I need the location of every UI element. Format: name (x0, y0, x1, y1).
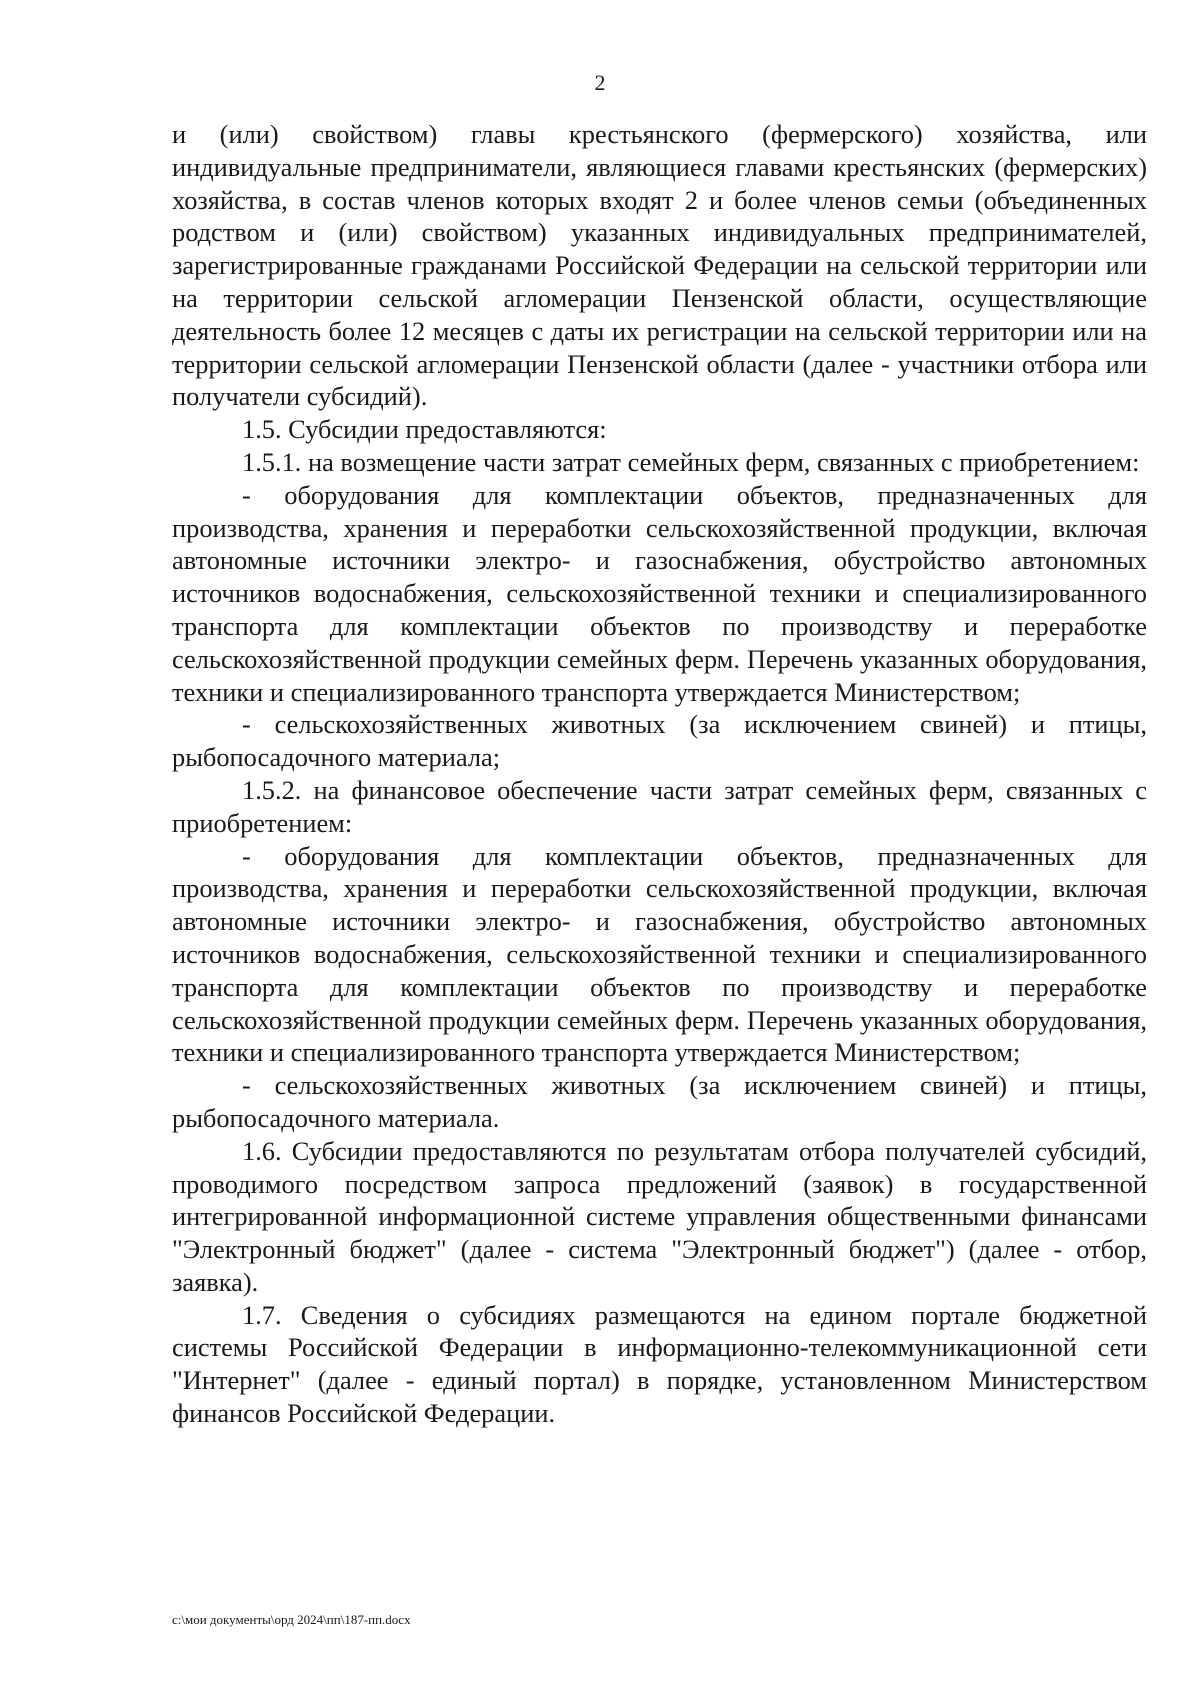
page-number: 2 (594, 70, 606, 95)
footer-file-path: c:\мои документы\орд 2024\пп\187-пп.docx (172, 1612, 411, 1627)
list-item-animals-1-5-2: - сельскохозяйственных животных (за исключением свиней) и птицы, рыбопосадочного материала. (172, 1070, 1147, 1133)
document-body (172, 118, 1147, 1430)
list-item-animals-1-5-1: - сельскохозяйственных животных (за исключением свиней) и птицы, рыбопосадочного материала; (172, 709, 1147, 773)
paragraph-1-5-2: 1.5.2. на финансовое обеспечение части затрат семейных ферм, связанных с приобретением: (172, 774, 1147, 838)
list-item-equipment-1-5-2: - оборудования для комплектации объектов, предназначенных для производства, хранения и переработки сельскохозяйственной продукции, включая автономные источники электро- и газоснабжения, обустройство автономных источников водоснабжения, сельскохозяйственной техники и специализированного транспорта для комплектации объектов по производству и переработке сельскохозяйственной продукции семейных ферм. Перечень указанных оборудования, техники и специализированного транспорта утверждается Министерством; (172, 840, 1147, 1068)
paragraph-1-5-heading: 1.5. Субсидии предоставляются: (242, 414, 607, 445)
paragraph-1-4-continuation: и (или) свойством) главы крестьянского (фермерского) хозяйства, или индивидуальные предприниматели, являющиеся главами крестьянских (фермерских) хозяйства, в состав членов которых входят 2 и более членов семьи (объединенных родством и (или) свойством) указанных индивидуальных предпринимателей, зарегистрированные гражданами Российской Федерации на сельской территории или на территории сельской агломерации Пензенской области, осуществляющие деятельность более 12 месяцев с даты их регистрации на сельской территории или на территории сельской агломерации Пензенской области (далее - участники отбора или получатели субсидий). (172, 119, 1147, 412)
list-item-equipment-1-5-1: - оборудования для комплектации объектов, предназначенных для производства, хранения и переработки сельскохозяйственной продукции, включая автономные источники электро- и газоснабжения, обустройство автономных источников водоснабжения, сельскохозяйственной техники и специализированного транспорта для комплектации объектов по производству и переработке сельскохозяйственной продукции семейных ферм. Перечень указанных оборудования, техники и специализированного транспорта утверждается Министерством; (172, 479, 1147, 707)
paragraph-1-5-1: 1.5.1. на возмещение части затрат семейных ферм, связанных с приобретением: (242, 446, 1140, 477)
paragraph-1-7: 1.7. Сведения о субсидиях размещаются на едином портале бюджетной системы Российской Федерации в информационно-телекоммуникационной сети "Интернет" (далее - единый портал) в порядке, установленном Министерством финансов Российской Федерации. (172, 1299, 1147, 1429)
paragraph-1-6: 1.6. Субсидии предоставляются по результатам отбора получателей субсидий, проводимого посредством запроса предложений (заявок) в государственной интегрированной информационной системе управления общественными финансами "Электронный бюджет" (далее - система "Электронный бюджет") (далее - отбор, заявка). (172, 1135, 1147, 1297)
